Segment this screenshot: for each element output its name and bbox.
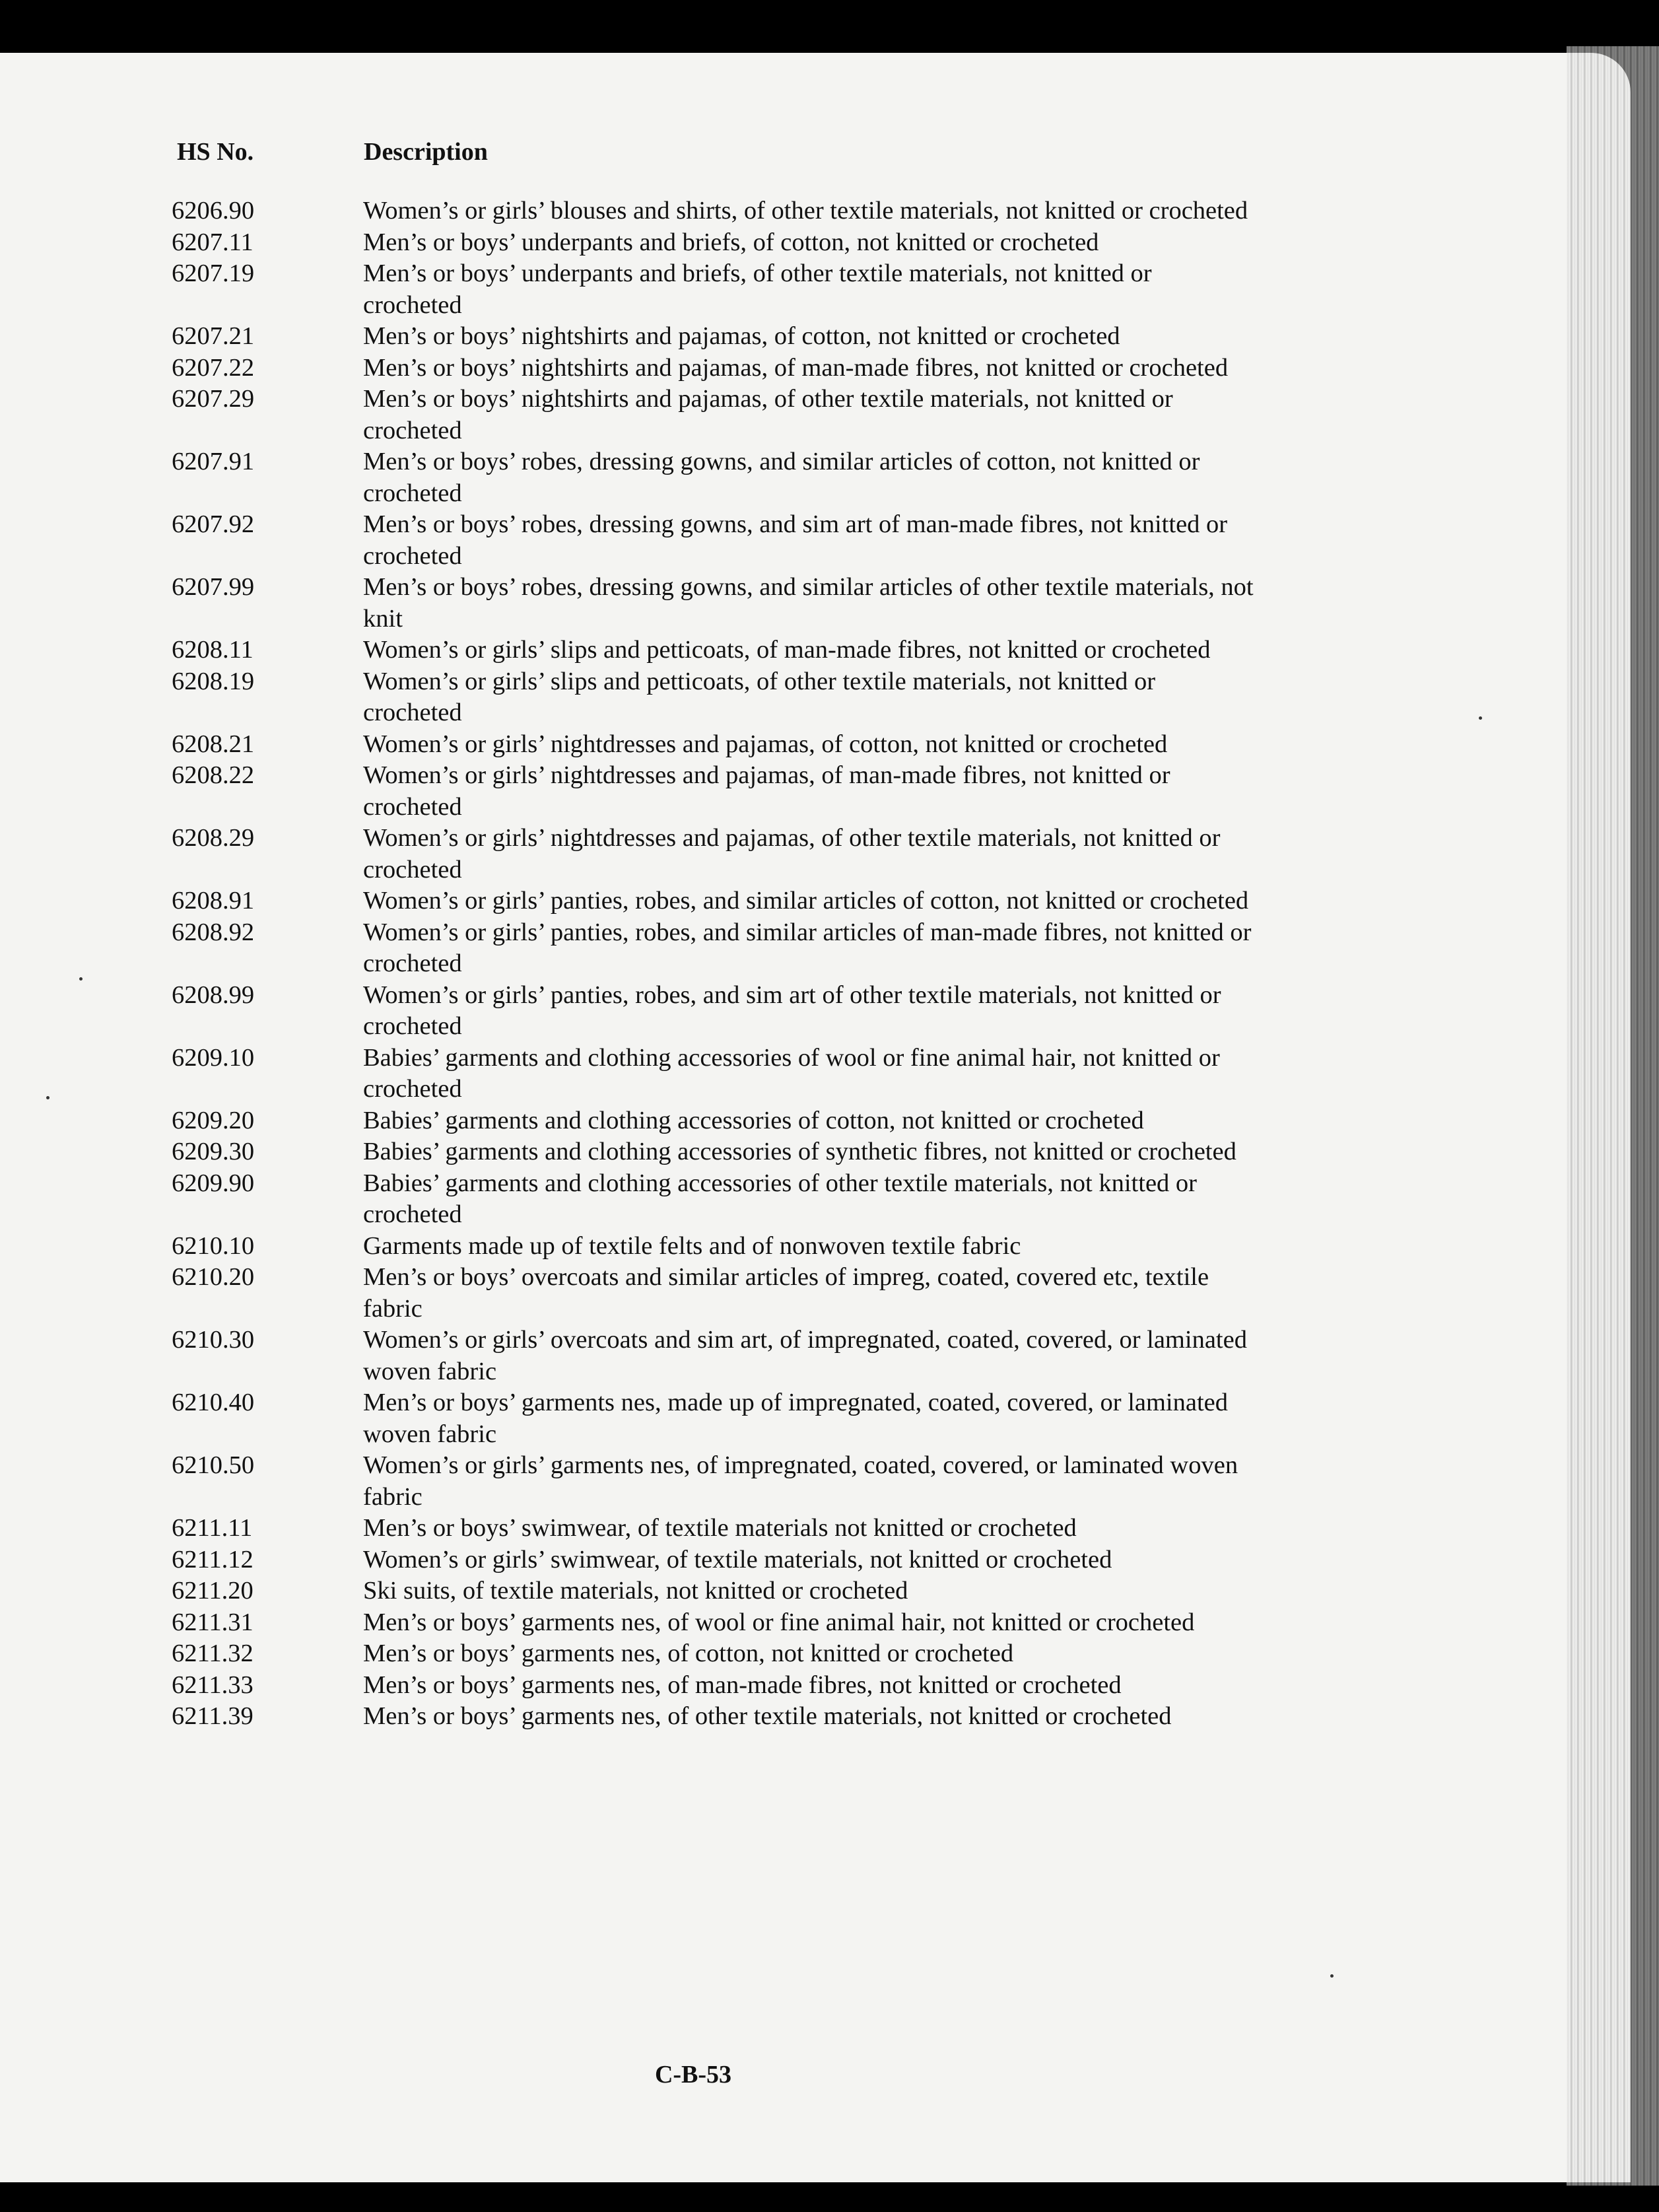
table-row (0, 980, 1320, 1043)
hs-code: 6207.99 (172, 573, 255, 601)
hs-description: Women’s or girls’ slips and petticoats, of other textile materials, not knitted or crocheted (363, 667, 1156, 726)
hs-description: Babies’ garments and clothing accessories of cotton, not knitted or crocheted (363, 1106, 1144, 1134)
hs-description: Men’s or boys’ nightshirts and pajamas, of cotton, not knitted or crocheted (363, 322, 1120, 350)
table-row (0, 1575, 1320, 1607)
table-row (0, 353, 1320, 384)
hs-description: Women’s or girls’ nightdresses and pajamas, of cotton, not knitted or crocheted (363, 730, 1168, 758)
hs-description: Women’s or girls’ panties, robes, and sim art of other textile materials, not knitted or crocheted (363, 981, 1221, 1040)
table-row (0, 1136, 1320, 1168)
hs-code: 6211.33 (172, 1671, 254, 1699)
hs-code: 6208.91 (172, 887, 255, 915)
hs-code: 6210.40 (172, 1389, 255, 1416)
hs-code: 6207.19 (172, 259, 255, 287)
hs-code: 6208.19 (172, 667, 255, 695)
hs-code: 6211.20 (172, 1577, 254, 1605)
hs-description: Men’s or boys’ robes, dressing gowns, and similar articles of cotton, not knitted or crocheted (363, 448, 1200, 507)
hs-description: Men’s or boys’ garments nes, of cotton, not knitted or crocheted (363, 1640, 1014, 1667)
table-row (0, 1544, 1320, 1576)
hs-code: 6208.29 (172, 824, 255, 852)
hs-code: 6211.11 (172, 1514, 253, 1542)
table-row (0, 321, 1320, 353)
hs-description: Men’s or boys’ garments nes, of wool or fine animal hair, not knitted or crocheted (363, 1608, 1195, 1636)
scan-speck (46, 1096, 50, 1099)
hs-description: Garments made up of textile felts and of nonwoven textile fabric (363, 1231, 1021, 1260)
hs-code: 6208.92 (172, 918, 255, 946)
hs-description: Women’s or girls’ slips and petticoats, of man-made fibres, not knitted or crocheted (363, 636, 1211, 664)
table-row (0, 1262, 1320, 1325)
table-row (0, 885, 1320, 917)
table-row (0, 635, 1320, 666)
table-row (0, 1231, 1320, 1262)
hs-description: Men’s or boys’ swimwear, of textile materials not knitted or crocheted (363, 1514, 1077, 1542)
hs-code: 6211.12 (172, 1545, 254, 1573)
hs-description: Babies’ garments and clothing accessories of synthetic fibres, not knitted or crocheted (363, 1138, 1236, 1165)
scan-speck (1479, 716, 1482, 720)
hs-code: 6209.10 (172, 1043, 255, 1072)
table-row (0, 1387, 1320, 1450)
hs-code: 6210.10 (172, 1231, 255, 1260)
hs-description: Women’s or girls’ nightdresses and pajamas, of other textile materials, not knitted or crocheted (363, 824, 1221, 883)
hs-description: Men’s or boys’ garments nes, of man-made fibres, not knitted or crocheted (363, 1671, 1122, 1699)
hs-code: 6207.92 (172, 510, 255, 538)
table-row (0, 1513, 1320, 1544)
hs-code: 6211.32 (172, 1640, 254, 1667)
hs-description: Men’s or boys’ robes, dressing gowns, and similar articles of other textile materials, not knit (363, 573, 1254, 633)
table-row (0, 1701, 1320, 1733)
hs-code: 6206.90 (172, 197, 255, 225)
table-row (0, 195, 1320, 227)
table-row (0, 917, 1320, 980)
hs-code: 6209.90 (172, 1169, 255, 1197)
hs-code: 6209.30 (172, 1138, 255, 1165)
table-row (0, 227, 1320, 259)
table-row (0, 258, 1320, 321)
hs-description: Babies’ garments and clothing accessories of wool or fine animal hair, not knitted or crocheted (363, 1043, 1220, 1103)
hs-code: 6208.22 (172, 761, 255, 789)
table-row (0, 384, 1320, 446)
hs-code: 6211.31 (172, 1608, 254, 1636)
table-row (0, 666, 1320, 729)
page-edge-shadow (1567, 46, 1659, 2186)
hs-code: 6207.91 (172, 448, 255, 475)
hs-description: Women’s or girls’ panties, robes, and similar articles of cotton, not knitted or crocheted (363, 887, 1249, 915)
hs-description: Men’s or boys’ garments nes, made up of impregnated, coated, covered, or laminated woven fabric (363, 1389, 1228, 1448)
hs-description: Men’s or boys’ underpants and briefs, of cotton, not knitted or crocheted (363, 228, 1099, 256)
description-header: Description (364, 138, 488, 166)
table-row (0, 760, 1320, 823)
scan-speck (79, 977, 83, 981)
hs-code: 6208.11 (172, 636, 254, 664)
table-row (0, 446, 1320, 509)
hs-code: 6207.22 (172, 353, 255, 382)
table-row (0, 1670, 1320, 1702)
hs-code: 6211.39 (172, 1702, 254, 1730)
hs-description: Babies’ garments and clothing accessories of other textile materials, not knitted or crocheted (363, 1169, 1197, 1228)
table-row (0, 1325, 1320, 1387)
table-row (0, 572, 1320, 635)
table-row (0, 1105, 1320, 1137)
hs-code: 6208.21 (172, 730, 255, 758)
hs-description: Men’s or boys’ robes, dressing gowns, and sim art of man-made fibres, not knitted or crocheted (363, 510, 1228, 570)
hs-no-header: HS No. (177, 138, 254, 166)
table-row (0, 509, 1320, 572)
table-row (0, 1043, 1320, 1105)
hs-code: 6208.99 (172, 981, 255, 1009)
table-row (0, 1168, 1320, 1231)
hs-description: Women’s or girls’ nightdresses and pajamas, of man-made fibres, not knitted or crocheted (363, 761, 1170, 821)
hs-description: Women’s or girls’ overcoats and sim art, of impregnated, coated, covered, or laminated woven fabric (363, 1326, 1247, 1385)
hs-description: Men’s or boys’ nightshirts and pajamas, of other textile materials, not knitted or crocheted (363, 385, 1173, 444)
page-number: C-B-53 (654, 2061, 732, 2089)
hs-code: 6207.29 (172, 385, 255, 413)
hs-description: Men’s or boys’ nightshirts and pajamas, of man-made fibres, not knitted or crocheted (363, 353, 1229, 382)
hs-code: 6207.21 (172, 322, 255, 350)
hs-description: Men’s or boys’ overcoats and similar articles of impreg, coated, covered etc, textile fabric (363, 1263, 1209, 1323)
hs-description: Ski suits, of textile materials, not knitted or crocheted (363, 1577, 908, 1605)
table-row (0, 1638, 1320, 1670)
table-row (0, 823, 1320, 885)
hs-description: Men’s or boys’ garments nes, of other textile materials, not knitted or crocheted (363, 1702, 1172, 1730)
hs-description: Women’s or girls’ swimwear, of textile materials, not knitted or crocheted (363, 1545, 1112, 1573)
hs-code: 6210.50 (172, 1451, 255, 1479)
scan-speck (1330, 1974, 1334, 1978)
hs-description: Men’s or boys’ underpants and briefs, of other textile materials, not knitted or crocheted (363, 259, 1152, 319)
hs-description: Women’s or girls’ garments nes, of impregnated, coated, covered, or laminated woven fabric (363, 1451, 1238, 1511)
hs-code: 6207.11 (172, 228, 254, 256)
hs-description: Women’s or girls’ panties, robes, and similar articles of man-made fibres, not knitted or crocheted (363, 918, 1252, 977)
table-row (0, 1607, 1320, 1639)
hs-description: Women’s or girls’ blouses and shirts, of other textile materials, not knitted or crocheted (363, 197, 1248, 225)
hs-code: 6209.20 (172, 1106, 255, 1134)
table-row (0, 1450, 1320, 1513)
hs-code-table (0, 195, 1320, 1733)
table-row (0, 729, 1320, 761)
hs-code: 6210.20 (172, 1263, 255, 1291)
hs-code: 6210.30 (172, 1326, 255, 1354)
